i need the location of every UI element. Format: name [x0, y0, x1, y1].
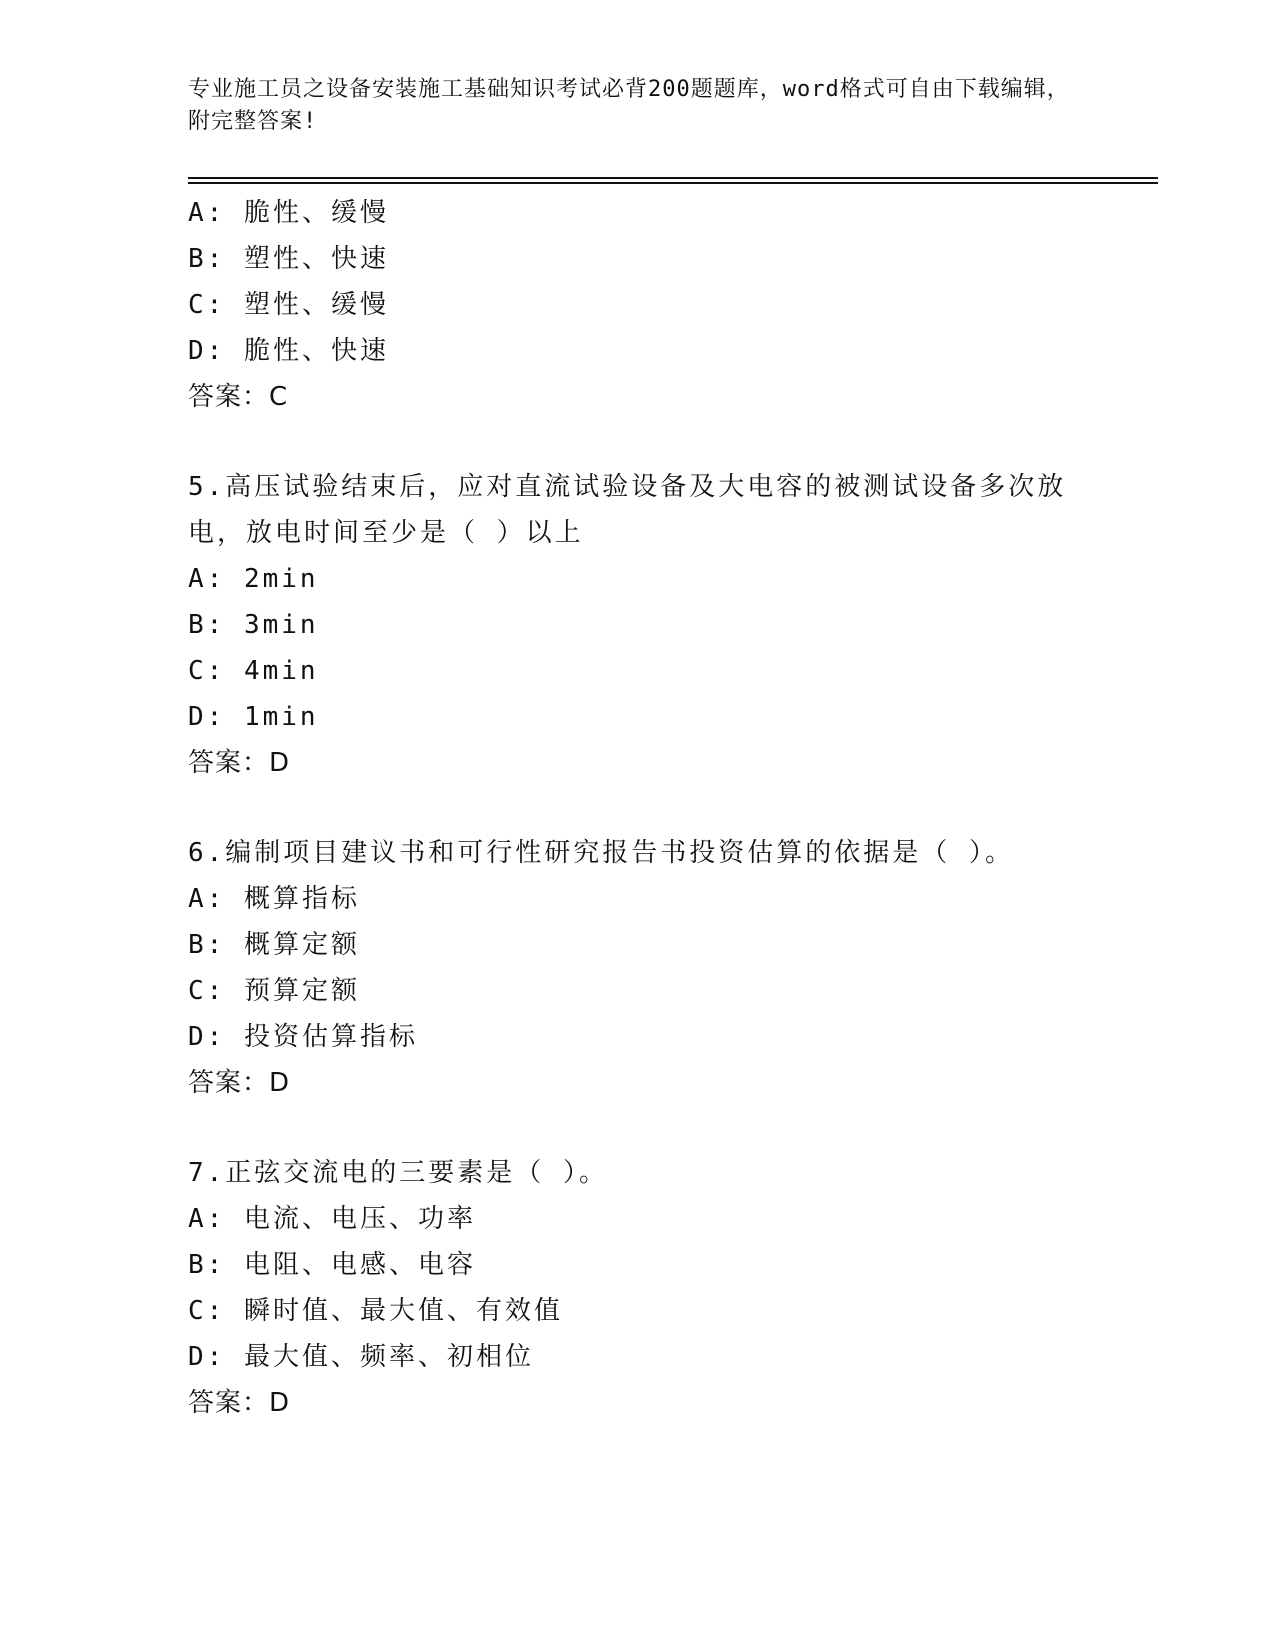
question-block-7 — [188, 1150, 1088, 1426]
question-block-6 — [188, 830, 1088, 1106]
question-block-5 — [188, 464, 1088, 786]
option-b: B: 电阻、电感、电容 — [188, 1250, 476, 1280]
question-list — [188, 190, 1088, 1426]
option-b: B: 塑性、快速 — [188, 244, 389, 274]
option-d: D: 投资估算指标 — [188, 1022, 418, 1052]
option-a: A: 概算指标 — [188, 884, 360, 914]
option-a: A: 电流、电压、功率 — [188, 1204, 476, 1234]
option-d: D: 脆性、快速 — [188, 336, 389, 366]
question-text: 5.高压试验结束后，应对直流试验设备及大电容的被测试设备多次放电，放电时间至少是（ ）以上 — [188, 472, 1067, 548]
answer-line: 答案：C — [188, 382, 289, 412]
header-title: 专业施工员之设备安装施工基础知识考试必背200题题库，word格式可自由下载编辑，附完整答案! — [188, 77, 1070, 134]
option-c: C: 瞬时值、最大值、有效值 — [188, 1296, 563, 1326]
answer-line: 答案：D — [188, 1068, 291, 1098]
option-a: A: 脆性、缓慢 — [188, 198, 389, 228]
answer-line: 答案：D — [188, 1388, 291, 1418]
question-text: 6.编制项目建议书和可行性研究报告书投资估算的依据是（ ）。 — [188, 838, 1014, 868]
answer-line: 答案：D — [188, 748, 291, 778]
option-d: D: 1min — [188, 702, 319, 732]
option-b: B: 概算定额 — [188, 930, 360, 960]
option-c: C: 4min — [188, 656, 319, 686]
question-block-prev — [188, 190, 1088, 420]
option-b: B: 3min — [188, 610, 319, 640]
option-c: C: 塑性、缓慢 — [188, 290, 389, 320]
page-header — [188, 74, 1088, 138]
option-c: C: 预算定额 — [188, 976, 360, 1006]
option-d: D: 最大值、频率、初相位 — [188, 1342, 534, 1372]
header-divider — [188, 177, 1158, 179]
option-a: A: 2min — [188, 564, 319, 594]
question-text: 7.正弦交流电的三要素是（ ）。 — [188, 1158, 608, 1188]
header-divider-secondary — [188, 182, 1158, 184]
